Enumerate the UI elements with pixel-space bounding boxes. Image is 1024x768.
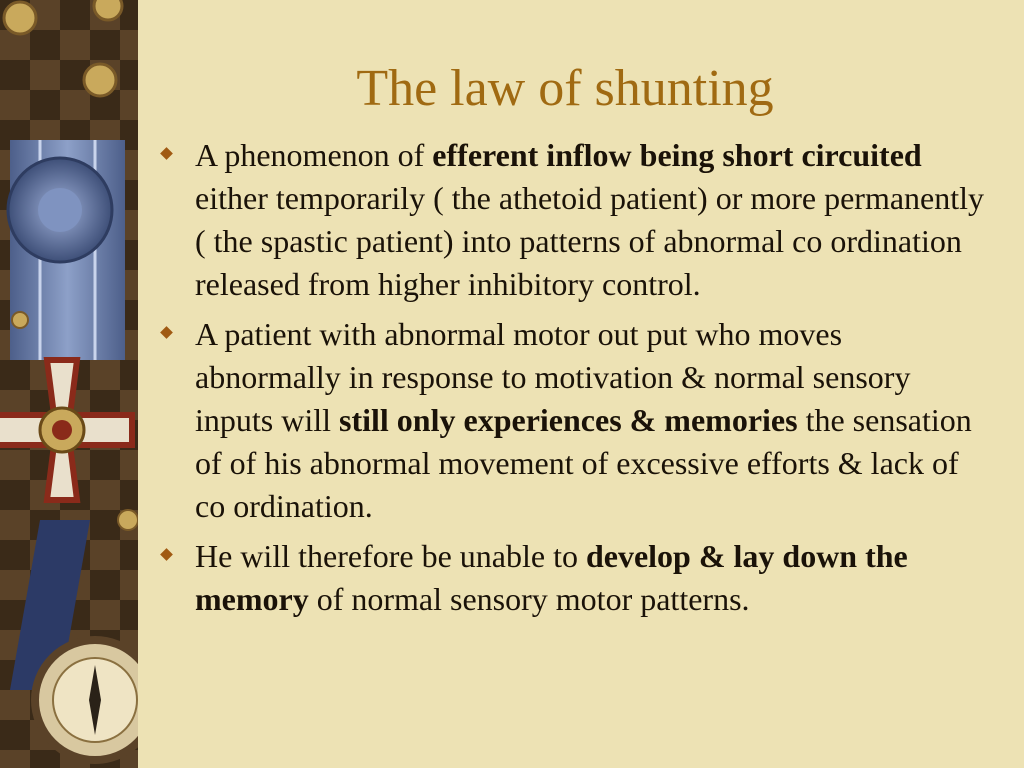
bullet-text: the sensation of of his abnormal movement of excessive efforts & lack of co ordination. — [195, 402, 972, 524]
bullet-list — [160, 134, 990, 628]
diamond-bullet-icon — [160, 147, 173, 160]
bullet-item — [160, 313, 990, 528]
bullet-text: either temporarily ( the athetoid patient) or more permanently ( the spastic patient) into patterns of abnormal co ordination released from higher inhibitory control. — [195, 180, 985, 302]
bullet-item — [160, 134, 990, 306]
brass-button-icon — [4, 2, 36, 34]
brass-button-icon — [84, 64, 116, 96]
diamond-bullet-icon — [160, 548, 173, 561]
slide-title: The law of shunting — [356, 60, 774, 117]
brass-button-icon — [94, 0, 122, 20]
medals-compass-illustration — [0, 0, 138, 768]
bullet-emphasis-text: efferent inflow being short circuited — [432, 137, 922, 173]
bullet-item — [160, 535, 990, 621]
diamond-bullet-icon — [160, 326, 173, 339]
bullet-emphasis-text: develop & lay down the memory — [195, 538, 908, 617]
bullet-emphasis-text: still only experiences & memories — [339, 402, 798, 438]
bullet-text: He will therefore be unable to — [195, 538, 586, 574]
bullet-text: of normal sensory motor patterns. — [308, 581, 750, 617]
bullet-text: A phenomenon of — [195, 137, 433, 173]
decorative-sidebar-image — [0, 0, 138, 768]
bullet-text: A patient with abnormal motor out put who moves abnormally in response to motivation & normal sensory inputs will — [195, 316, 911, 438]
